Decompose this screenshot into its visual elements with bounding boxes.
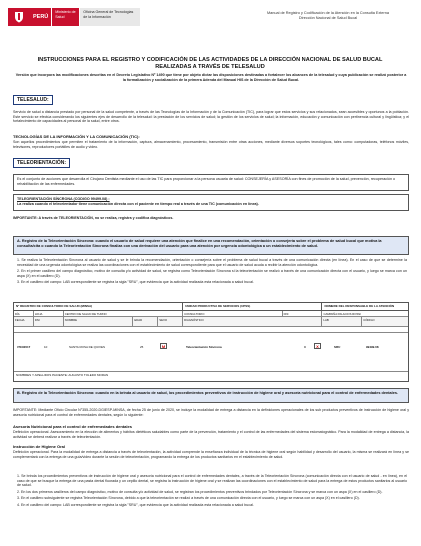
form-col-label: NOMBRE bbox=[64, 317, 134, 326]
form-subhead-cell: DNI bbox=[283, 311, 323, 316]
patient-day: 10 bbox=[44, 345, 48, 349]
sex-mark: M bbox=[161, 344, 166, 349]
tic-text: Son aquellos procedimientos que permiten el tratamiento de la información, captura, almacenamiento, procesamiento, transmisión entre otras acciones, mediante diversos soportes tecnológicos, tales como: computadoras, teléfonos móviles, televisores, reproductores portátiles de audio y video. bbox=[13, 140, 409, 149]
teleorientacion-important: IMPORTANTE: A través de TELEORIENTACIÓN, no se realiza, registra y codifica diagnósticos. bbox=[13, 216, 174, 220]
form-subhead-cell: CONSULTORIO bbox=[183, 311, 282, 316]
ministerio-label: Ministerio de Salud bbox=[52, 8, 79, 26]
section-b-box: B. Registro de la Teleorientación Síncrona: cuando en la brinda al usuario de salud, los procedimientos preventivos de instrucción de higiene oral y asesoría nutricional para el control de enfermedades dentales. bbox=[13, 388, 409, 403]
type-mark: X bbox=[314, 343, 321, 349]
higiene-text: Definición operacional. Para la modalidad de entrega a distancia a través de teleorientación, la actividad comprende la enseñanza individual de la técnica de higiene oral según habilidad y desarrollo del usuario, la misma se realizará en línea y se complementará con la entrega de una guía/video durante la sesión de teleorientación, programando la entrega de los productos sanitarios en el establecimiento de salud. bbox=[13, 450, 409, 459]
telesalud-heading: TELESALUD: bbox=[13, 95, 53, 105]
peru-label: PERÚ bbox=[30, 8, 51, 26]
section-b-step: 4. En el casillero del campo: LAB correspondiente se registra la sigla "SRU", que evidencia que la actividad realizada esta relacionada a salud bucal. bbox=[17, 502, 254, 507]
form-col-label: EDAD bbox=[133, 317, 158, 326]
section-b-important bbox=[13, 408, 409, 417]
shield-icon bbox=[13, 11, 25, 23]
sincrona-text: La realiza cuando el teleorientador tiene comunicación directa con el paciente en tiempo real a través de una TIC (comunicación en línea). bbox=[17, 201, 259, 206]
cpt-code: 99499.08 bbox=[366, 345, 379, 349]
asesoria-title: Asesoría Nutricional para el control de enfermedades dentales bbox=[13, 424, 132, 429]
section-b-step: 2. En los dos primeros casilleros del campo diagnóstico, motivo de consulta y/o actividad de salud, se registran los procedimientos preventivos brindados por Teleorientación Síncrona y se marca con un aspa (X) en el casillero (D). bbox=[17, 489, 383, 494]
patient-age: 25 bbox=[140, 345, 144, 349]
definition-text: Es el conjunto de acciones que desarrolla el Cirujano Dentista mediante el uso de las TIC para proporcionar a la persona usuaria de salud: CONSEJERÍA y ASESORÍA con fines de promoción de la salud, prevención, recuperación o rehabilitación de las enfermedades. bbox=[17, 177, 396, 186]
lab-code: SRU bbox=[334, 345, 341, 349]
his-form-example bbox=[13, 302, 409, 382]
peru-shield-logo bbox=[8, 8, 30, 26]
diagnosis-type-label: D bbox=[304, 345, 307, 349]
document-title: INSTRUCCIONES PARA EL REGISTRO Y CODIFICACIÓN DE LAS ACTIVIDADES DE LA DIRECCIÓN NACIONAL DE SALUD BUCAL REALIZADAS A TRAVÉS DE TELESALUD bbox=[37, 57, 383, 70]
form-subhead-cell: HOJA bbox=[34, 311, 64, 316]
form-head-cell: UNIDAD PRODUCTIVA DE SERVICIOS (UPSS) bbox=[183, 303, 322, 310]
form-subhead-cell: CENTRO DE SALUD DE TURNO bbox=[64, 311, 183, 316]
form-col-label: FECHA bbox=[14, 317, 34, 326]
direccion-title: Dirección Nacional de Salud Bucal bbox=[298, 16, 358, 20]
section-a-box: A. Registro de la Teleorientación Síncrona: cuando el usuario de salud requiere una atención que finalice en una recomendación, orientación o consejería sobre el problema de salud bucal que motiva la consulta/cita o cuando la Teleorientación Síncrona finaliza con una derivación del usuario para una atención por urgencia odontológica a un establecimiento de salud. bbox=[13, 236, 409, 255]
teleorientacion-definition bbox=[13, 174, 409, 191]
section-b-step: 1. Se brinda los procedimientos preventivos de instrucción de higiene oral y asesoría nutricional para el control de enfermedades dentales, a través de la Teleorientación Síncrona (comunicación directa con el usuario de salud - en línea), en el caso de que se busque la entrega de una pasta dental fluorada y un cepillo dental, se registra la instrucción de higiene oral y se realizan las coordinaciones con el establecimiento de salud para la entrega de estos productos sanitarios al usuario de salud. bbox=[17, 474, 407, 488]
form-footer: NOMBRES Y APELLIDOS PACIENTE: AUGUSTO TOLEDO MORAN bbox=[14, 371, 408, 378]
sincrona-title: TELEORIENTACIÓN SÍNCRONA (CODIGO 99499.08) : bbox=[17, 197, 110, 201]
form-col-label: LAB bbox=[322, 317, 362, 326]
section-a-step: 1. Se realiza la Teleorientación Síncrona al usuario de salud y se le brinda la recomendación, orientación o consejería sobre el problema de salud bucal a través de una comunicación directa (en línea). En el caso de que se determine la necesidad de una urgencia odontológica se realiza las coordinaciones con el establecimiento de salud correspondiente para que el usuario de salud acuda a recibir la atención odontológica. bbox=[17, 258, 407, 267]
form-col-label: DNI bbox=[34, 317, 64, 326]
form-col-label: DIAGNÓSTICO bbox=[183, 317, 322, 326]
section-a-step: 3. En el casillero del campo: LAB correspondiente se registra la sigla "SRU", que evidencia que la actividad realizada esta relacionada a salud bucal. bbox=[17, 280, 254, 285]
section-a-step: 2. En el primer casillero del campo diagnóstico, motivo de consulta y/o actividad de salud, se registra como Teleorientación Síncrona si la teleorientación se realizó a través de una comunicación directa con el usuario, y luego se marca con un aspa (X) en el casillero (D). bbox=[17, 269, 407, 278]
form-subhead-cell: DÍA bbox=[14, 311, 34, 316]
section-b-important-text: IMPORTANTE: Mediante Oficio Circular N°355-2020-DGIESP-MINSA, de fecha 25 de junio de 2020, se incluye la modalidad de entrega a distancia en la definiciones operacionales de los sub productos preventivos de instrucción de higiene oral y asesoría nutricional para el control de enfermedades dentales, según lo siguiente: bbox=[13, 408, 409, 417]
section-b-step: 3. En el casillero subsiguiente se registra Teleorientación Síncrona, debido a que la teleorientación se realizó a través de una comunicación directa con el usuario, y luego se marca con un aspa (X) en el casillero (D). bbox=[17, 496, 360, 501]
document-header bbox=[8, 8, 413, 30]
tic-heading: TECNOLOGÍAS DE LA INFORMACIÓN Y LA COMUNICACIÓN (TIC): bbox=[13, 134, 140, 139]
oficina-label: Oficina General de Tecnologías de la Información bbox=[80, 8, 140, 26]
form-subhead-cell: CAMPAÑA PALACIOS ROSSI bbox=[323, 311, 361, 316]
form-head-cell: NOMBRE DEL RESPONSABLE DE LA ATENCIÓN bbox=[324, 304, 395, 308]
sincrona-box bbox=[13, 194, 409, 211]
form-blank-row bbox=[14, 327, 408, 333]
form-head bbox=[14, 303, 408, 311]
section-a-steps bbox=[17, 258, 407, 287]
patient-date: 7/03/2017 bbox=[17, 345, 31, 349]
form-patient-row bbox=[14, 343, 408, 365]
version-note: Versión que incorpora las modificaciones descritas en el Decreto Legislativo Nº 1490 que tiene por objeto dictar las disposiciones destinadas a fortalecer los alcances de la telesalud y cuya publicación se realizó posterior a la formalización y socialización de la primera Adenda del Manual HIS de la Dirección de Salud Bucal. bbox=[15, 73, 407, 82]
form-col-label: SEXO bbox=[158, 317, 183, 326]
asesoria-text: Definición operacional. Asesoramiento en la elección de alimentos y hábitos dietéticos saludables como parte de la prevención, tratamiento y el control de las enfermedades del sistema estomatognático. Para la modalidad de entrega a distancia, la actividad se deberá realizar a través de teleorientación. bbox=[13, 430, 409, 439]
telesalud-text: Servicio de salud a distancia prestado por personal de la salud competente, a través de las Tecnologías de la Información y de la Comunicación (TIC), para lograr que estos servicios y sus relacionados, sean accesibles y oportunos a la población. Este servicio se efectúa considerando los siguientes ejes de desarrollo de la telesalud: la prestación de los servicios de salud; la gestión de los servicios de salud; la información, educación y comunicación con pertinencia cultural y lingüística; y el fortalecimiento de capacidades al personal de la salud, entre otros. bbox=[13, 110, 409, 124]
form-col-label: CÓDIGO bbox=[363, 317, 375, 322]
manual-title: Manual de Registro y Codificación de la Atención en la Consulta Externa bbox=[267, 11, 389, 15]
diagnosis-text: Teleorientación Síncrona bbox=[186, 345, 222, 349]
patient-name: SANTA ROSA DE QUIVES bbox=[69, 345, 105, 349]
header-right bbox=[243, 8, 413, 30]
form-head-cell: Nº REGISTRO DE CONSULTORIO DE SALUD (MINSA) bbox=[14, 303, 183, 310]
higiene-title: Instrucción de Higiene Oral bbox=[13, 444, 66, 449]
teleorientacion-heading: TELEORIENTACIÓN: bbox=[13, 158, 70, 168]
section-b-steps bbox=[17, 474, 407, 510]
form-column-labels bbox=[14, 317, 408, 327]
